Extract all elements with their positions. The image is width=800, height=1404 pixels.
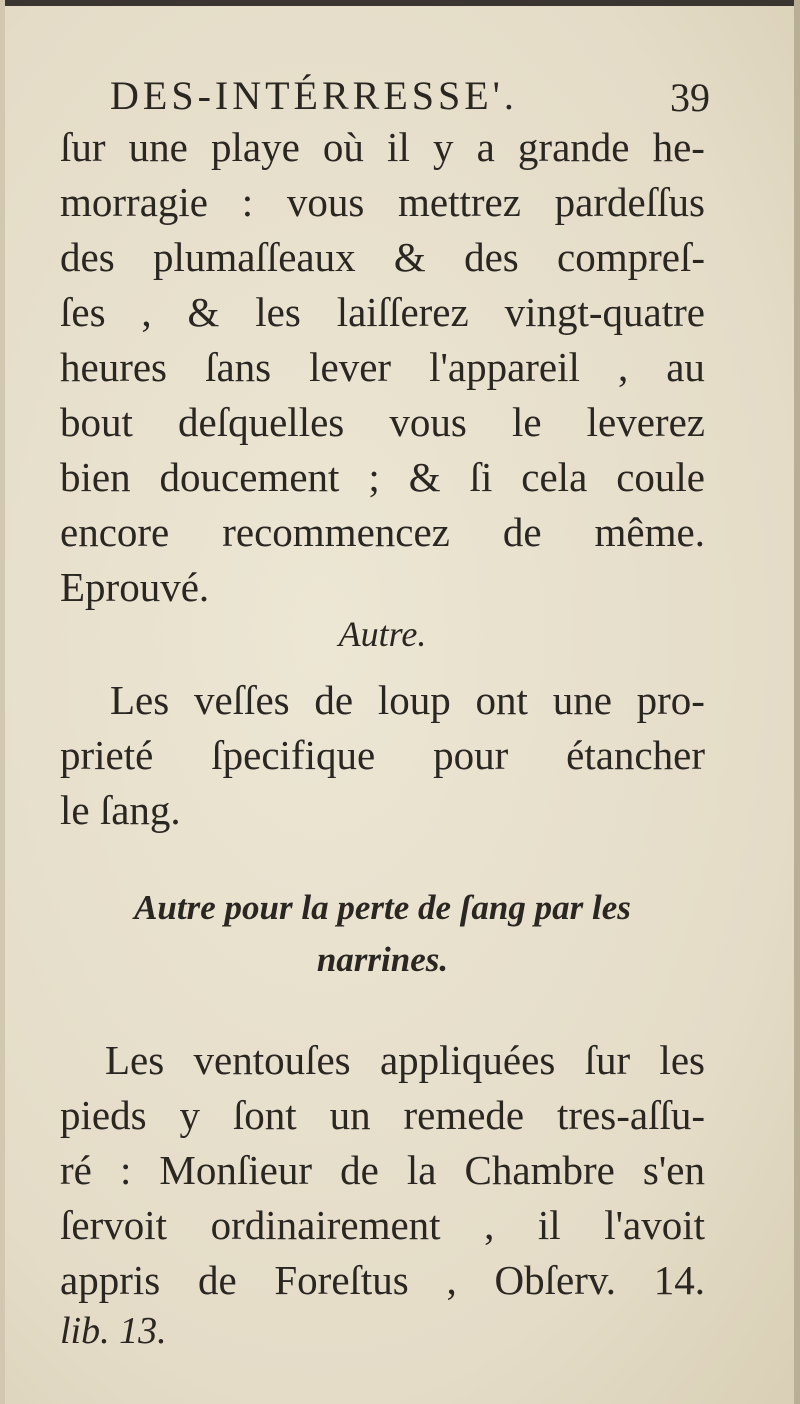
word: a <box>476 124 495 170</box>
text-line <box>60 234 705 280</box>
text-line <box>60 399 705 445</box>
word: les <box>255 289 301 335</box>
text-line <box>60 454 705 500</box>
text-line <box>60 179 705 225</box>
word: une <box>128 124 188 170</box>
word: ordinairement <box>210 1202 441 1248</box>
word: il <box>387 124 410 170</box>
text-line: le ſang. <box>60 787 181 833</box>
word: ſpecifique <box>211 732 376 778</box>
word: compreſ- <box>557 234 705 280</box>
text-line <box>60 1257 705 1303</box>
word: leverez <box>586 399 705 445</box>
word: Les <box>110 677 170 723</box>
word: morragie <box>60 179 208 225</box>
section-heading: narrines. <box>316 940 449 979</box>
text-line: Eprouvé. <box>60 564 210 610</box>
word: de <box>340 1147 379 1193</box>
word: ſervoit <box>60 1202 168 1248</box>
running-header <box>110 72 710 119</box>
word: l'avoit <box>604 1202 705 1248</box>
word: appris <box>60 1257 161 1303</box>
word: la <box>406 1147 437 1193</box>
word: il <box>537 1202 561 1248</box>
text-line <box>60 289 705 335</box>
word: ſur <box>60 124 106 170</box>
word: he- <box>652 124 705 170</box>
word: ſur <box>584 1037 631 1083</box>
text-line <box>60 1202 705 1248</box>
word: y <box>432 124 454 170</box>
word: & <box>393 234 426 280</box>
section-heading: Autre. <box>338 614 427 654</box>
word: Obſerv. <box>494 1257 616 1303</box>
word: grande <box>517 124 630 170</box>
word: : <box>119 1147 132 1193</box>
word: remede <box>403 1092 525 1138</box>
word: Les <box>105 1037 165 1083</box>
word: pro- <box>636 677 705 723</box>
text-line <box>60 344 705 390</box>
word: ventouſes <box>193 1037 351 1083</box>
word: tres-aſſu- <box>557 1092 705 1138</box>
word: ré <box>60 1147 92 1193</box>
word: recommencez <box>222 509 450 555</box>
word: où <box>322 124 364 170</box>
word: un <box>329 1092 371 1138</box>
word: , <box>446 1257 457 1303</box>
word: coule <box>616 454 705 500</box>
word: veſſes <box>193 677 290 723</box>
section-heading: Autre pour la perte de ſang par les <box>134 888 631 927</box>
word: pieds <box>60 1092 147 1138</box>
word: Monſieur <box>159 1147 313 1193</box>
word: laiſſerez <box>336 289 469 335</box>
text-line <box>60 124 705 170</box>
word: bout <box>60 399 133 445</box>
word: s'en <box>642 1147 705 1193</box>
word: une <box>552 677 612 723</box>
page-left-edge <box>0 0 5 1404</box>
word: le <box>511 399 542 445</box>
word: lever <box>309 344 392 390</box>
word: ſans <box>205 344 272 390</box>
word: pour <box>433 732 509 778</box>
word: ſes <box>60 289 106 335</box>
text-line <box>60 732 705 778</box>
word: des <box>60 234 115 280</box>
word: de <box>197 1257 237 1303</box>
running-title: DES-INTÉRRESSE'. <box>110 73 518 118</box>
word: Chambre <box>464 1147 615 1193</box>
text-line <box>60 1147 705 1193</box>
word: pardeſſus <box>554 179 705 225</box>
word: & <box>187 289 220 335</box>
word: de <box>502 509 542 555</box>
word: deſquelles <box>178 399 345 445</box>
word: les <box>659 1037 705 1083</box>
word: ſont <box>232 1092 297 1138</box>
word: appliquées <box>379 1037 556 1083</box>
word: mettrez <box>398 179 521 225</box>
word: au <box>666 344 705 390</box>
word: cela <box>521 454 588 500</box>
word: , <box>141 289 152 335</box>
text-line <box>110 677 705 723</box>
text-line <box>60 509 705 555</box>
word: 14. <box>653 1257 705 1303</box>
word: y <box>179 1092 200 1138</box>
word: de <box>314 677 354 723</box>
word: l'appareil <box>429 344 580 390</box>
text-line <box>105 1037 705 1083</box>
word: vous <box>389 399 467 445</box>
page-right-edge <box>794 0 800 1404</box>
word: ſi <box>469 454 493 500</box>
text-line <box>60 1092 705 1138</box>
page-top-edge <box>0 0 800 6</box>
word: & <box>408 454 441 500</box>
word: prieté <box>60 732 154 778</box>
word: même. <box>594 509 705 555</box>
word: vingt-quatre <box>504 289 705 335</box>
word: heures <box>60 344 168 390</box>
word: encore <box>60 509 170 555</box>
word: plumaſſeaux <box>152 234 356 280</box>
word: , <box>617 344 629 390</box>
word: des <box>464 234 519 280</box>
word: : <box>241 179 254 225</box>
word: bien <box>60 454 131 500</box>
text-line: lib. 13. <box>60 1310 167 1352</box>
word: ; <box>368 454 380 500</box>
page-number: 39 <box>670 75 710 120</box>
word: playe <box>211 124 300 170</box>
word: vous <box>286 179 365 225</box>
word: doucement <box>159 454 340 500</box>
word: étancher <box>566 732 705 778</box>
word: loup <box>377 677 451 723</box>
word: , <box>484 1202 495 1248</box>
word: Foreſtus <box>274 1257 409 1303</box>
word: ont <box>475 677 528 723</box>
